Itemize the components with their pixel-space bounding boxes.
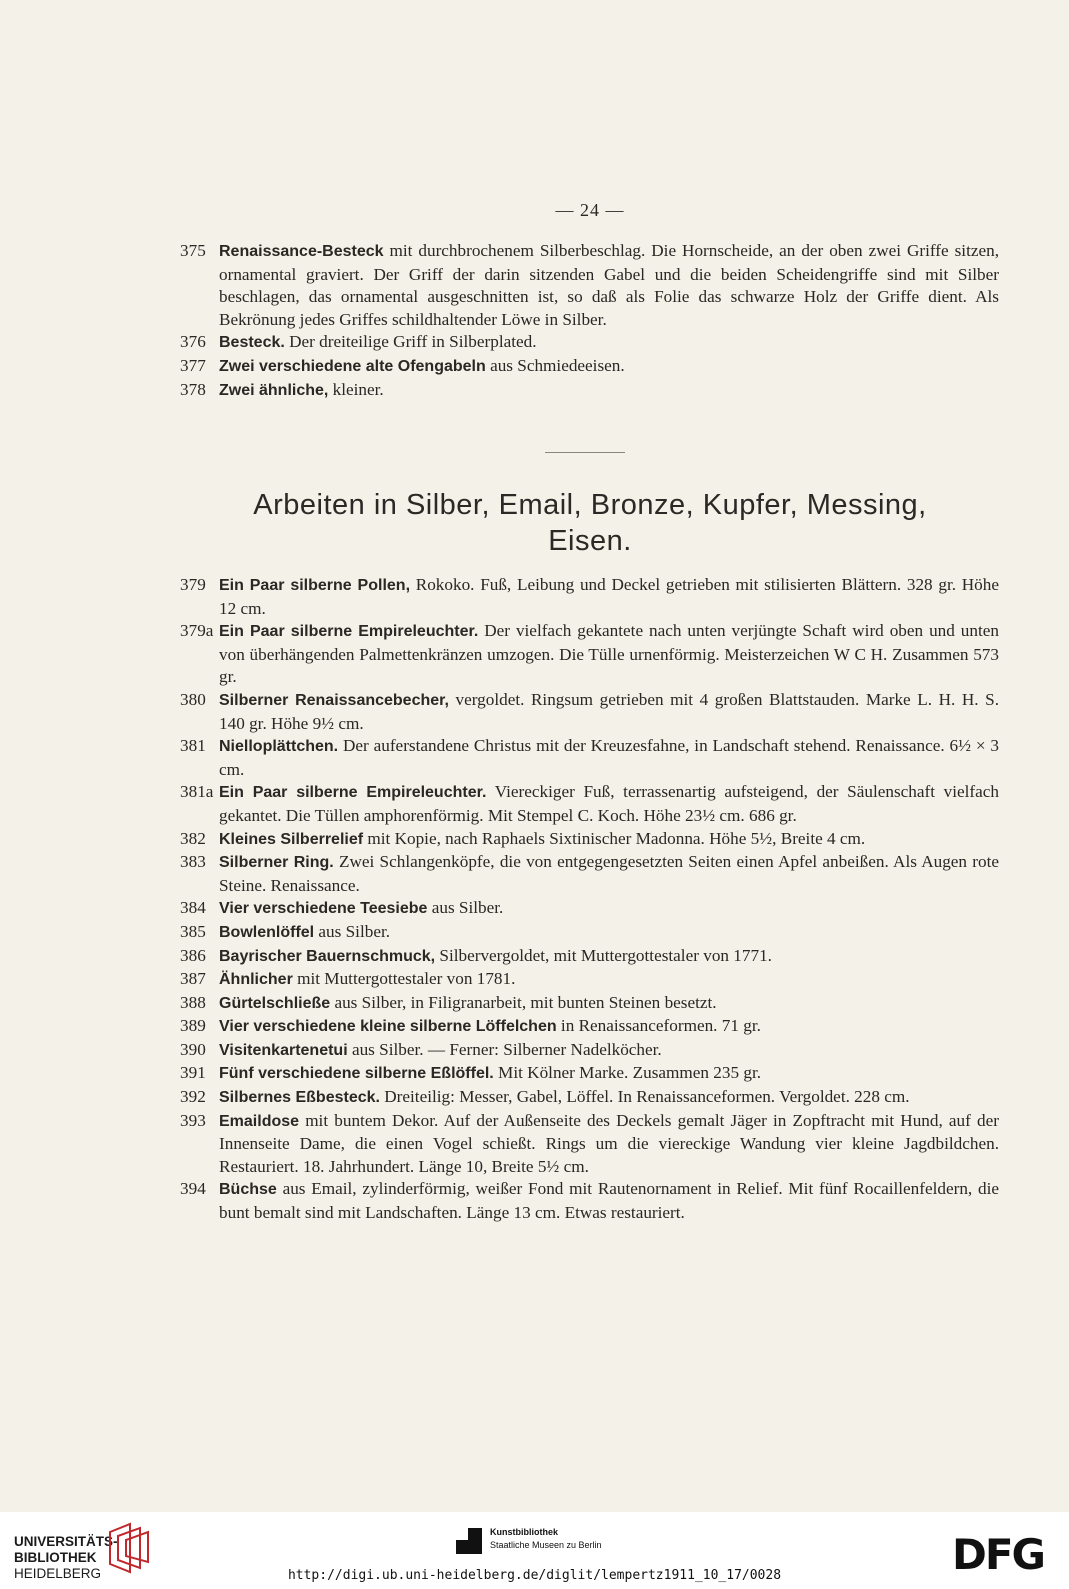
entry-title: Ein Paar silberne Pollen, [219,577,411,594]
permalink-url[interactable]: http://digi.ub.uni-heidelberg.de/diglit/lempertz1911_10_17/0028 [287,1568,782,1583]
entry-number: 387 [180,969,206,989]
entries-main [0,574,1069,1225]
catalog-entry [0,689,999,735]
entry-number: 383 [180,852,206,872]
entry-text: Viereckiger Fuß, terrassenartig aufsteigend, der Säulenschaft vielfach gekantet. Die Tüllen amphorenförmig. Mit Stempel C. Koch. Höhe 23½ cm. 686 gr. [219,782,999,825]
entry-text: in Renaissanceformen. 71 gr. [556,1016,761,1036]
catalog-entry [0,1015,999,1039]
catalog-entry [0,1086,999,1110]
entry-text: aus Email, zylinderförmig, weißer Fond mit Rautenornament in Relief. Mit fünf Rocaillenfeldern, die bunt bemalt sind mit Landschaften. Länge 13 cm. Etwas restauriert. [219,1179,999,1223]
entry-title: Emaildose [219,1112,300,1130]
footer-bar [0,1512,1069,1589]
entry-text: Zwei Schlangenköpfe, die von entgegengesetzten Seiten einen Apfel anbeißen. Als Augen rote Steine. Renaissance. [219,852,999,895]
entry-text: mit Muttergottestaler von 1781. [292,969,516,989]
entry-text: aus Silber, in Filigranarbeit, mit bunten Steinen besetzt. [330,992,717,1012]
entry-title: Gürtelschließe [219,994,331,1012]
entry-number: 379a [180,621,214,641]
catalog-entry [0,781,999,827]
entry-number: 379 [180,575,206,594]
entry-number: 375 [180,241,206,260]
entry-number: 377 [180,355,206,375]
catalog-entry [0,1178,999,1224]
section-heading-line2: Eisen. [548,525,632,557]
entry-number: 378 [180,379,206,399]
entry-title: Zwei ähnliche, [219,381,329,399]
entry-number: 389 [180,1016,206,1036]
entry-number: 388 [180,992,206,1012]
entry-number: 390 [180,1039,206,1059]
entry-title: Vier verschiedene kleine silberne Löffelchen [219,1018,557,1036]
entry-number: 393 [180,1110,206,1130]
entry-title: Zwei verschiedene alte Ofengabeln [219,357,486,375]
entry-title: Silberner Renaissancebecher, [219,691,449,709]
entry-text: aus Silber. [314,921,391,941]
entry-number: 386 [180,945,206,965]
entry-title: Silbernes Eßbesteck. [219,1089,380,1107]
entry-title: Ein Paar silberne Empireleuchter. [219,784,487,802]
ub-line1: UNIVERSITÄTS- [14,1534,118,1549]
entry-number: 380 [180,689,206,709]
entry-text: kleiner. [328,379,384,399]
section-heading-line1: Arbeiten in Silber, Email, Bronze, Kupfer, Messing, [253,489,927,521]
ub-line3: HEIDELBERG [14,1566,102,1581]
entry-number: 391 [180,1063,206,1083]
entry-text: aus Schmiedeeisen. [485,355,625,375]
entry-number: 394 [180,1179,206,1199]
entry-number: 381a [180,782,214,802]
entry-title: Bowlenlöffel [219,923,315,941]
catalog-entry [0,828,999,852]
entry-text: mit Kopie, nach Raphaels Sixtinischer Madonna. Höhe 5½, Breite 4 cm. [363,828,866,848]
entry-text: aus Silber. — Ferner: Silberner Nadelköcher. [347,1039,662,1059]
entry-title: Büchse [219,1181,277,1199]
catalog-entry [0,240,999,331]
kb-line2: Staatliche Museen zu Berlin [490,1540,602,1550]
entry-title: Visitenkartenetui [219,1041,348,1059]
catalog-entry [0,379,999,403]
entry-title: Bayrischer Bauernschmuck, [219,947,436,965]
entry-number: 392 [180,1087,206,1107]
entries-top [0,240,1069,402]
entry-number: 385 [180,921,206,941]
entry-text: vergoldet. Ringsum getrieben mit 4 großen Blattstauden. Marke L. H. H. S. 140 gr. Höhe 9½ cm. [219,689,1000,733]
entry-number: 376 [180,332,206,352]
entry-text: Silbervergoldet, mit Muttergottestaler von 1771. [435,945,772,965]
catalog-entry [0,1110,999,1179]
entry-title: Ein Paar silberne Empireleuchter. [219,623,479,641]
entry-title: Fünf verschiedene silberne Eßlöffel. [219,1065,494,1083]
section-divider [545,452,625,453]
catalog-entry [0,574,999,620]
kunstbibliothek-logo-icon [456,1528,482,1554]
entry-number: 384 [180,898,206,918]
entry-number: 382 [180,828,206,848]
catalog-entry [0,945,999,969]
entry-text: aus Silber. [427,898,504,918]
entry-title: Besteck. [219,334,285,352]
dfg-logo[interactable]: DFG [952,1530,1045,1579]
page-number: — 24 — [555,200,625,220]
entry-title: Vier verschiedene Teesiebe [219,900,428,918]
entry-title: Renaissance-Besteck [219,243,384,260]
catalog-entry [0,1039,999,1063]
entry-title: Ähnlicher [219,971,293,989]
kunstbibliothek-logo-text[interactable] [490,1526,602,1552]
entry-number: 381 [180,736,206,756]
entry-title: Nielloplättchen. [219,738,339,756]
entry-text: Der vielfach gekantete nach unten verjüngte Schaft wird oben und unten von überhängenden Palmettenkränzen umzogen. Die Tülle urnenförmig. Meisterzeichen W C H. Zusammen 573 gr. [219,621,999,687]
ub-heidelberg-logo-icon [106,1522,150,1574]
catalog-entry [0,620,999,689]
catalog-entry [0,968,999,992]
entry-text: Mit Kölner Marke. Zusammen 235 gr. [493,1063,762,1083]
catalog-entry [0,992,999,1016]
entry-text: Dreiteilig: Messer, Gabel, Löffel. In Renaissanceformen. Vergoldet. 228 cm. [379,1087,910,1107]
ub-line2: BIBLIOTHEK [14,1550,97,1565]
entry-text: Der auferstandene Christus mit der Kreuzesfahne, in Landschaft stehend. Renaissance. 6½ × 3 cm. [219,736,999,779]
catalog-entry [0,1062,999,1086]
kb-line1: Kunstbibliothek [490,1527,558,1537]
catalog-entry [0,331,999,355]
catalog-entry [0,921,999,945]
entry-text: Rokoko. Fuß, Leibung und Deckel getrieben mit stilisierten Blättern. 328 gr. Höhe 12 cm. [219,575,999,618]
catalog-entry [0,735,999,781]
catalog-entry [0,897,999,921]
catalog-entry [0,355,999,379]
entry-text: Der dreiteilige Griff in Silberplated. [284,332,537,352]
catalog-entry [0,851,999,897]
entry-text: mit durchbrochenem Silberbeschlag. Die Hornscheide, an der oben zwei Griffe sitzen, ornamental graviert. Der Griff der darin sitzenden Gabel und die beiden Scheidengriffe sind mit Silber beschlagen, das ornamental ausgeschnitten ist, so daß als Folie das schwarze Holz der Griffe dient. Als Bekrönung jedes Griffes schildhaltender Löwe in Silber. [219,241,999,329]
entry-text: mit buntem Dekor. Auf der Außenseite des Deckels gemalt Jäger in Zopftracht mit Hund, auf der Innenseite Dame, die einen Vogel schießt. Rings um die viereckige Wandung vier kleine Jagdbildchen. Restauriert. 18. Jahrhundert. Länge 10, Breite 5½ cm. [219,1110,999,1176]
entry-title: Kleines Silberrelief [219,830,364,848]
entry-title: Silberner Ring. [219,854,334,872]
section-heading [190,487,990,559]
